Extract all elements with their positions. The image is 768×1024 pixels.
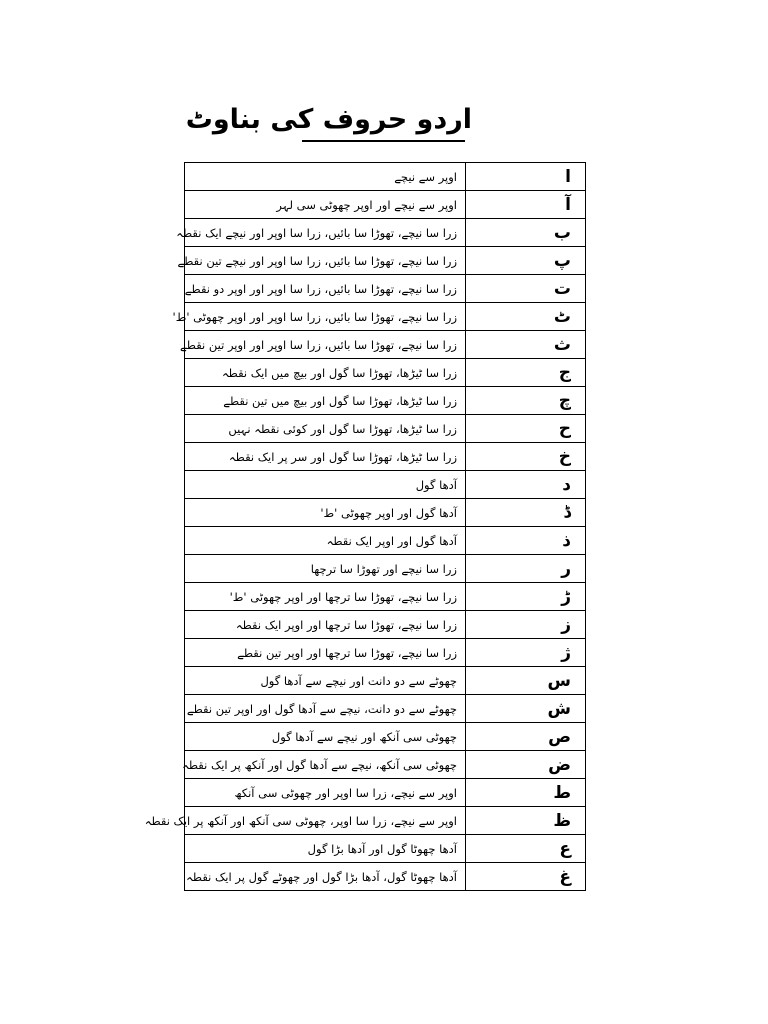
table-row <box>185 695 586 723</box>
table-row <box>185 527 586 555</box>
letter-cell: ظ <box>466 807 586 835</box>
letter-cell: ز <box>466 611 586 639</box>
letter-cell: ذ <box>466 527 586 555</box>
description-cell: اوپر سے نیچے <box>185 163 466 191</box>
table-row <box>185 863 586 891</box>
table-row <box>185 443 586 471</box>
table-row <box>185 807 586 835</box>
letter-cell: غ <box>466 863 586 891</box>
letters-table-body <box>144 163 586 891</box>
description-cell: زرا سا ٹیڑھا، تھوڑا سا گول اور کوئی نقطہ نہیں <box>185 415 466 443</box>
description-cell: آدھا چھوٹا گول اور آدھا بڑا گول <box>185 835 466 863</box>
table-row <box>185 331 586 359</box>
table-row <box>185 611 586 639</box>
description-cell: زرا سا نیچے، تھوڑا سا ترچھا اور اوپر ایک نقطہ <box>185 611 466 639</box>
table-row <box>185 471 586 499</box>
table-row <box>185 163 586 191</box>
description-cell: اوپر سے نیچے اور اوپر چھوٹی سی لہر <box>185 191 466 219</box>
table-row <box>185 303 586 331</box>
letter-cell: د <box>466 471 586 499</box>
letters-table <box>144 162 586 891</box>
letter-cell: ض <box>466 751 586 779</box>
description-cell: زرا سا نیچے، تھوڑا سا بائیں، زرا سا اوپر اور اوپر چھوٹی 'ط' <box>185 303 466 331</box>
table-row <box>185 219 586 247</box>
letter-cell: ٹ <box>466 303 586 331</box>
table-row <box>185 275 586 303</box>
letter-cell: ص <box>466 723 586 751</box>
table-row <box>185 835 586 863</box>
letter-cell: ش <box>466 695 586 723</box>
description-cell: چھوٹے سے دو دانت، نیچے سے آدھا گول اور اوپر تین نقطے <box>185 695 466 723</box>
letter-cell: ت <box>466 275 586 303</box>
table-row <box>185 499 586 527</box>
description-cell: چھوٹے سے دو دانت اور نیچے سے آدھا گول <box>185 667 466 695</box>
letter-cell: ڈ <box>466 499 586 527</box>
table-row <box>185 415 586 443</box>
description-cell: زرا سا نیچے، تھوڑا سا بائیں، زرا سا اوپر اور نیچے ایک نقطہ <box>185 219 466 247</box>
description-cell: آدھا گول اور اوپر ایک نقطہ <box>185 527 466 555</box>
description-cell: زرا سا نیچے، تھوڑا سا ترچھا اور اوپر چھوٹی 'ط' <box>185 583 466 611</box>
letter-cell: ط <box>466 779 586 807</box>
letter-cell: ع <box>466 835 586 863</box>
letter-cell: آ <box>466 191 586 219</box>
letter-cell: ژ <box>466 639 586 667</box>
description-cell: چھوٹی سی آنکھ اور نیچے سے آدھا گول <box>185 723 466 751</box>
description-cell: زرا سا نیچے، تھوڑا سا ترچھا اور اوپر تین نقطے <box>185 639 466 667</box>
letter-cell: س <box>466 667 586 695</box>
description-cell: زرا سا نیچے، تھوڑا سا بائیں، زرا سا اوپر اور اوپر تین نقطے <box>185 331 466 359</box>
letter-cell: خ <box>466 443 586 471</box>
description-cell: زرا سا ٹیڑھا، تھوڑا سا گول اور بیچ میں ایک نقطہ <box>185 359 466 387</box>
table-row <box>185 723 586 751</box>
description-cell: چھوٹی سی آنکھ، نیچے سے آدھا گول اور آنکھ پر ایک نقطہ <box>185 751 466 779</box>
letter-cell: ب <box>466 219 586 247</box>
description-cell: آدھا گول <box>185 471 466 499</box>
letter-cell: ج <box>466 359 586 387</box>
table-row <box>185 555 586 583</box>
table-row <box>185 191 586 219</box>
description-cell: زرا سا نیچے اور تھوڑا سا ترچھا <box>185 555 466 583</box>
letter-cell: ث <box>466 331 586 359</box>
table-row <box>185 751 586 779</box>
letter-cell: ڑ <box>466 583 586 611</box>
table-row <box>185 583 586 611</box>
table-row <box>185 359 586 387</box>
table-row <box>185 667 586 695</box>
description-cell: زرا سا نیچے، تھوڑا سا بائیں، زرا سا اوپر اور نیچے تین نقطے <box>185 247 466 275</box>
table-row <box>185 247 586 275</box>
description-cell: آدھا گول اور اوپر چھوٹی 'ط' <box>185 499 466 527</box>
table-row <box>185 639 586 667</box>
table-row <box>185 387 586 415</box>
letter-cell: ح <box>466 415 586 443</box>
description-cell: اوپر سے نیچے، زرا سا اوپر، چھوٹی سی آنکھ اور آنکھ پر ایک نقطہ <box>185 807 466 835</box>
description-cell: آدھا چھوٹا گول، آدھا بڑا گول اور چھوٹے گول پر ایک نقطہ <box>185 863 466 891</box>
description-cell: زرا سا نیچے، تھوڑا سا بائیں، زرا سا اوپر اور اوپر دو نقطے <box>185 275 466 303</box>
description-cell: زرا سا ٹیڑھا، تھوڑا سا گول اور سر پر ایک نقطہ <box>185 443 466 471</box>
letter-cell: پ <box>466 247 586 275</box>
table-row <box>185 779 586 807</box>
title-underline <box>302 140 465 142</box>
letter-cell: ا <box>466 163 586 191</box>
description-cell: زرا سا ٹیڑھا، تھوڑا سا گول اور بیچ میں تین نقطے <box>185 387 466 415</box>
letter-cell: ر <box>466 555 586 583</box>
description-cell: اوپر سے نیچے، زرا سا اوپر اور چھوٹی سی آنکھ <box>185 779 466 807</box>
letter-cell: چ <box>466 387 586 415</box>
page-title: اردو حروف کی بناوٹ <box>185 104 472 135</box>
